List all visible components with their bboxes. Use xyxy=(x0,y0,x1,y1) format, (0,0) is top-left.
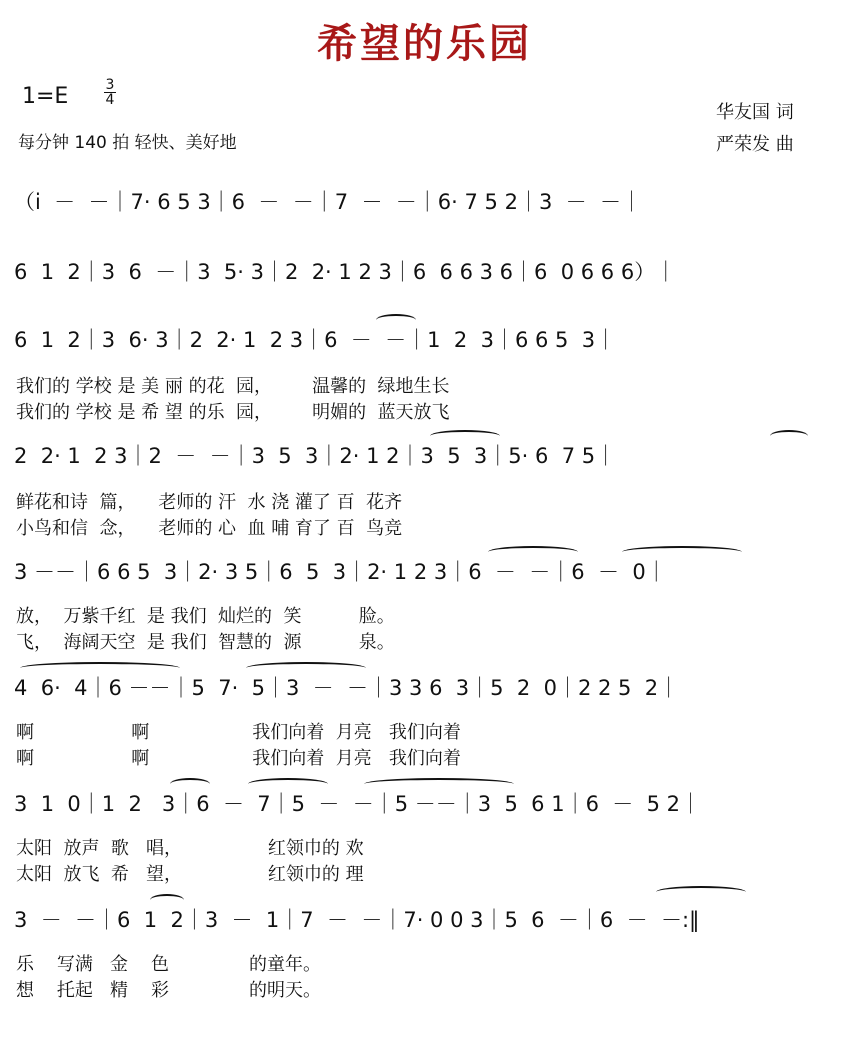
slur xyxy=(246,662,366,674)
slur xyxy=(364,778,514,790)
lyric-line-8-verse-2: 想 托起 精 彩 的明天。 xyxy=(16,980,322,1001)
slur xyxy=(770,430,808,442)
song-title: 希望的乐园 xyxy=(317,20,532,67)
tempo-marking: 每分钟 140 拍 轻快、美好地 xyxy=(18,133,237,153)
score-line-6: 4 6· 4｜6 －－｜5 7· 5｜3 － －｜3 3 6 3｜5 2 0｜2 2 5 2｜ xyxy=(14,676,680,700)
slur xyxy=(150,894,184,906)
lyric-line-7-verse-2: 太阳 放飞 希 望， 红领巾的 理 xyxy=(16,864,364,885)
lyric-line-3-verse-2: 我们的 学校 是 希 望 的乐 园， 明媚的 蓝天放飞 xyxy=(16,402,450,423)
lyric-line-3-verse-1: 我们的 学校 是 美 丽 的花 园， 温馨的 绿地生长 xyxy=(16,376,450,397)
slur xyxy=(430,430,500,442)
lyricist-credit: 华友国 词 xyxy=(716,102,794,123)
slur xyxy=(488,546,578,558)
lyric-line-4-verse-2: 小鸟和信 念， 老师的 心 血 哺 育了 百 鸟竞 xyxy=(16,518,403,539)
slur xyxy=(248,778,328,790)
score-line-2: 6 1 2｜3 6 －｜3 5· 3｜2 2· 1 2 3｜6 6 6 3 6｜6 0 6 6 6）｜ xyxy=(14,260,677,284)
score-line-4: 2 2· 1 2 3｜2 － －｜3 5 3｜2· 1 2｜3 5 3｜5· 6 7 5｜ xyxy=(14,444,617,468)
meter-bottom: 4 xyxy=(105,92,115,108)
lyric-line-6-verse-2: 啊 啊 我们向着 月亮 我们向着 xyxy=(16,748,461,769)
score-line-7: 3 1 0｜1 2 3｜6 － 7｜5 － －｜5 －－｜3 5 6 1｜6 － 5 2｜ xyxy=(14,792,702,816)
key-signature: 1=E xyxy=(22,84,69,109)
time-signature xyxy=(104,78,116,107)
lyric-line-5-verse-1: 放， 万紫千红 是 我们 灿烂的 笑 脸。 xyxy=(16,606,395,627)
composer-credit: 严荣发 曲 xyxy=(716,134,794,155)
lyric-line-4-verse-1: 鲜花和诗 篇， 老师的 汗 水 浇 灌了 百 花齐 xyxy=(16,492,403,513)
lyric-line-6-verse-1: 啊 啊 我们向着 月亮 我们向着 xyxy=(16,722,461,743)
slur xyxy=(376,314,416,326)
score-line-5: 3 －－｜6 6 5 3｜2· 3 5｜6 5 3｜2· 1 2 3｜6 － －｜6 － 0｜ xyxy=(14,560,667,584)
meter-top: 3 xyxy=(105,77,115,93)
lyric-line-5-verse-2: 飞， 海阔天空 是 我们 智慧的 源 泉。 xyxy=(16,632,395,653)
score-line-8: 3 － －｜6 1 2｜3 － 1｜7 － －｜7· 0 0 3｜5 6 －｜6 － －:‖ xyxy=(14,908,700,932)
slur xyxy=(20,662,180,674)
slur xyxy=(170,778,210,790)
slur xyxy=(622,546,742,558)
score-line-3: 6 1 2｜3 6· 3｜2 2· 1 2 3｜6 － －｜1 2 3｜6 6 5 3｜ xyxy=(14,328,617,352)
lyric-line-7-verse-1: 太阳 放声 歌 唱， 红领巾的 欢 xyxy=(16,838,364,859)
slur xyxy=(656,886,746,898)
lyric-line-8-verse-1: 乐 写满 金 色 的童年。 xyxy=(16,954,322,975)
score-line-1: （i － －｜7· 6 5 3｜6 － －｜7 － －｜6· 7 5 2｜3 － －｜ xyxy=(14,190,643,214)
